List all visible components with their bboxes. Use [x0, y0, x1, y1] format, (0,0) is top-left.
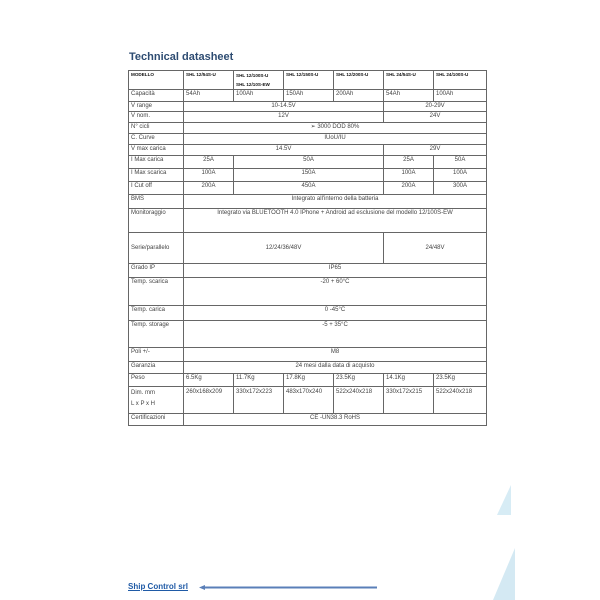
- model-header: SHL 12/200S-U: [334, 71, 384, 90]
- decorative-triangle: [497, 485, 511, 515]
- model-header: SHL 12/54S-U: [184, 71, 234, 90]
- cell: 200A: [384, 182, 434, 195]
- cell: [184, 123, 487, 134]
- dim-label-2: L x P x H: [131, 401, 156, 407]
- cell: 260x168x209: [184, 387, 234, 414]
- row-label: Serie/parallelo: [129, 233, 184, 264]
- cell: 50A: [234, 156, 384, 169]
- cell: 14.5V: [184, 145, 384, 156]
- cell: 11.7Kg: [234, 374, 284, 387]
- cell: 200A: [184, 182, 234, 195]
- cell: 54Ah: [184, 90, 234, 102]
- cell: 12V: [184, 112, 384, 123]
- model-header: SHL 24/54S-U: [384, 71, 434, 90]
- row-label: [129, 387, 184, 414]
- row-label: Monitoraggio: [129, 209, 184, 233]
- row-label: Capacità: [129, 90, 184, 102]
- cell: 330x172x223: [234, 387, 284, 414]
- cell: 0 -45°C: [184, 306, 487, 321]
- cell: 100A: [434, 169, 487, 182]
- table-row-gradoip: [129, 264, 487, 278]
- cell: Integrato all'interno della batteria: [184, 195, 487, 209]
- cell: 50A: [434, 156, 487, 169]
- table-row-imaxcarica: [129, 156, 487, 169]
- cell: 100Ah: [234, 90, 284, 102]
- cell: 29V: [384, 145, 487, 156]
- table-row-vmax: [129, 145, 487, 156]
- model-header: SHL 12/150S-U: [284, 71, 334, 90]
- table-row-tstorage: [129, 321, 487, 348]
- cicli-value: 3000 DOD 80%: [317, 124, 360, 130]
- cell: 522x240x218: [434, 387, 487, 414]
- cell: 150Ah: [284, 90, 334, 102]
- cell: 24 mesi dalla data di acquisto: [184, 362, 487, 374]
- row-label: V max carica: [129, 145, 184, 156]
- cell: IP65: [184, 264, 487, 278]
- cell: 25A: [384, 156, 434, 169]
- table-row-imaxscarica: [129, 169, 487, 182]
- row-label: BMS: [129, 195, 184, 209]
- table-row-header: [129, 71, 487, 90]
- cell: 54Ah: [384, 90, 434, 102]
- cell: IUoU/IU: [184, 134, 487, 145]
- cell: 12/24/36/48V: [184, 233, 384, 264]
- cell: 450A: [234, 182, 384, 195]
- table-row-peso: [129, 374, 487, 387]
- row-label: Temp. storage: [129, 321, 184, 348]
- cell: 200Ah: [334, 90, 384, 102]
- row-label: Poli +/-: [129, 348, 184, 362]
- row-label: I Max scarica: [129, 169, 184, 182]
- row-label: V range: [129, 102, 184, 112]
- cell: 100Ah: [434, 90, 487, 102]
- row-label: C. Curve: [129, 134, 184, 145]
- header-label: MODELLO: [129, 71, 184, 90]
- cell: 330x172x215: [384, 387, 434, 414]
- footer-arrow-icon: [199, 585, 377, 590]
- table-row-icutoff: [129, 182, 487, 195]
- cell: 25A: [184, 156, 234, 169]
- cell: -5 + 35°C: [184, 321, 487, 348]
- table-row-vnom: [129, 112, 487, 123]
- table-row-cicli: [129, 123, 487, 134]
- row-label: Temp. scarica: [129, 278, 184, 306]
- table-row-serie: [129, 233, 487, 264]
- cell: 6.5Kg: [184, 374, 234, 387]
- cell: 522x240x218: [334, 387, 384, 414]
- row-label: Grado IP: [129, 264, 184, 278]
- row-label: Peso: [129, 374, 184, 387]
- row-label: I Cut off: [129, 182, 184, 195]
- cell: 14.1Kg: [384, 374, 434, 387]
- table-row-curve: [129, 134, 487, 145]
- table-row-tcarica: [129, 306, 487, 321]
- cell: 17.8Kg: [284, 374, 334, 387]
- model-header: [234, 71, 284, 90]
- row-label: I Max carica: [129, 156, 184, 169]
- cell: -20 + 60°C: [184, 278, 487, 306]
- cell: 23.5Kg: [334, 374, 384, 387]
- dim-label: Dim. mm: [131, 390, 155, 396]
- model-header-main: SHL 12/100S-U: [236, 73, 269, 78]
- cell: 23.5Kg: [434, 374, 487, 387]
- cell: 100A: [184, 169, 234, 182]
- table-row-tscarica: [129, 278, 487, 306]
- table-row-cert: [129, 414, 487, 426]
- row-label: Garanzia: [129, 362, 184, 374]
- table-row-poli: [129, 348, 487, 362]
- cell: 24V: [384, 112, 487, 123]
- table-row-bms: [129, 195, 487, 209]
- arrow-bullet-icon: ➢: [310, 124, 316, 130]
- cell: 10-14.5V: [184, 102, 384, 112]
- table-row-capacita: [129, 90, 487, 102]
- row-label: N° cicli: [129, 123, 184, 134]
- cell: 20-29V: [384, 102, 487, 112]
- row-label: V nom.: [129, 112, 184, 123]
- table-row-vrange: [129, 102, 487, 112]
- cell: CE -UN38.3 RoHS: [184, 414, 487, 426]
- model-header: SHL 24/100S-U: [434, 71, 487, 90]
- cell: 24/48V: [384, 233, 487, 264]
- cell: 483x170x240: [284, 387, 334, 414]
- table-row-monitoraggio: [129, 209, 487, 233]
- cell: Integrato via BLUETOOTH 4.0 IPhone + Android ad esclusione del modello 12/100S-EW: [184, 209, 487, 233]
- datasheet-table: [128, 70, 487, 426]
- table-row-dim: [129, 387, 487, 414]
- row-label: Temp. carica: [129, 306, 184, 321]
- cell: 100A: [384, 169, 434, 182]
- table-row-garanzia: [129, 362, 487, 374]
- cell: M8: [184, 348, 487, 362]
- decorative-triangle: [493, 548, 515, 600]
- model-header-sub: SHL 12/10S-EW: [236, 82, 270, 87]
- footer-company-link[interactable]: Ship Control srl: [128, 582, 188, 591]
- row-label: Certificazioni: [129, 414, 184, 426]
- page-title: Technical datasheet: [129, 51, 234, 63]
- cell: 300A: [434, 182, 487, 195]
- cell: 150A: [234, 169, 384, 182]
